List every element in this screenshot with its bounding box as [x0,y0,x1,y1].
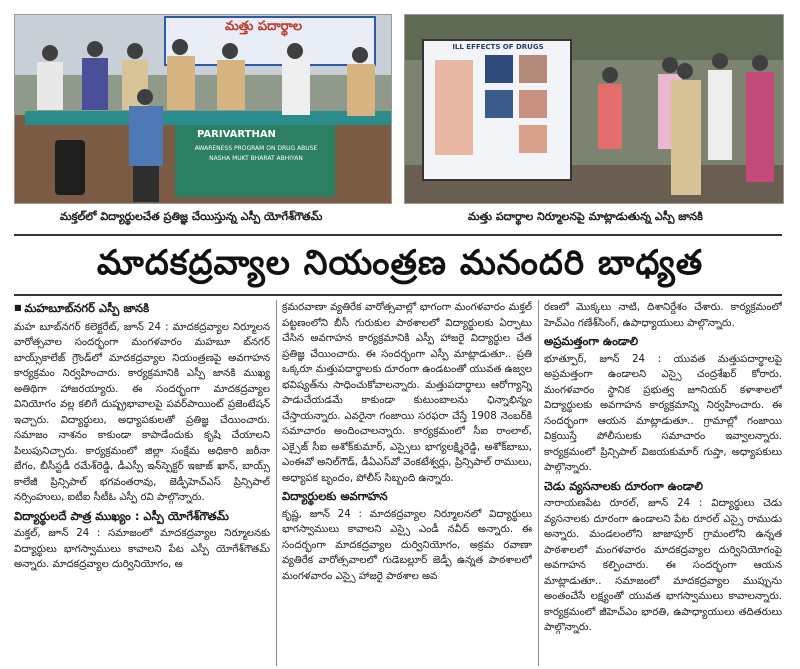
rule-top [14,234,782,236]
rule-bottom [14,294,782,296]
article-column-3 [544,300,782,666]
paragraph: రణలో మొక్కలు నాటి, దిశానిర్దేశం చేశారు. కార్యక్రమంలో హెచ్‌ఎం గణేశ్‌సింగ్, ఉపాధ్యాయులు పాల్గొన్నారు. [544,302,782,329]
banner-text: మత్తు పదార్థాల [225,19,303,34]
photo-caption-right: మత్తు పదార్థాల నిర్మూలనపై మాట్లాడుతున్న ఎస్పీ జానకి [468,210,703,223]
board-line-1: AWARENESS PROGRAM ON DRUG ABUSE [194,145,318,152]
subheading: విద్యార్థులదే పాత్ర ముఖ్యం : ఎస్పీ యోగేశ్‌గౌతమ్ [14,508,229,523]
paragraph: నారాయణపేట రూరల్, జూన్ 24 : విద్యార్థులు చెడు వ్యసనాలకు దూరంగా ఉండాలని పేట రూరల్ ఎస్సై రాముడు అన్నారు. మండలంలోని జాజాపూర్ గ్రామంలోని ఉన్నత పాఠశాలలో మంగళవారం మాదకద్రవ్యాల దుర్వినియోగంపై అవగాహన కల్పించారు. ఈ సందర్భంగా ఆయన మాట్లాడుతూ.. సమాజంలో మాదకద్రవ్యాల ముప్పును అంతంచేసే లక్ష్యంతో యువత భాగస్వాములు కావాలన్నారు. కార్యక్రమంలో జీహెచ్ఎం భారతి, ఉపాధ్యాయులు తదితరులు పాల్గొన్నారు. [544,498,782,633]
paragraph: క్రమరవాణా వ్యతిరేక వారోత్సవాల్లో భాగంగా మంగళవారం మక్తల్ పట్టణంలోని బీసీ గురుకుల పాఠశాలలో విద్యార్థులకు ఏర్పాటు చేసిన అవగాహన కార్యక్రమానికి ఎస్పీ హాజరై విద్యార్థుల చేత ప్రతిజ్ఞ చేయించారు. ఈ సందర్భంగా ఎస్పీ మాట్లాడుతూ.. ప్రతి ఒక్కరూ మత్తుపదార్థాలకు దూరంగా ఉండటంతో యువత ఉజ్వల భవిష్యత్‌ను సాధించుకోవాలన్నారు. మత్తుపదార్థాలు ఆరోగ్యాన్ని పాడుచేయడమే కాకుండా కుటుంబాలను ఛిన్నాభిన్నం చేస్తాయన్నారు. ఎవరైనా గంజాయి సరఫరా చేస్తే 1908 నెంబర్‌కి సమాచారం అందించాలన్నారు. కార్యక్రమంలో సీఐ రాంలాల్, ఎక్సైజ్ సీఐ అశోక్‌కుమార్, ఎస్సైలు భాగ్యలక్ష్మిరెడ్డి, అశోక్‌బాబు, ఎంఈవో అనిల్‌గౌడ్, డీఏఎస్‌వో వెంకటేశ్వర్లు, ప్రిన్సిపాల్ రాములు, అధ్యాపక బృందం, పోలీస్ సిబ్బంది ఉన్నారు. [282,302,532,484]
photo-sp-speaking [404,14,784,204]
article-column-1 [14,300,270,666]
headline: మాదకద్రవ్యాల నియంత్రణ మనందరి బాధ్యత [96,243,704,283]
board-title: PARIVARTHAN [197,129,276,140]
article-column-2 [282,300,532,666]
paragraph: మహ బూబ్‌నగర్ కలెక్టరేట్, జూన్ 24 : మాదకద్రవ్యాల నిర్మూలన వారోత్సవాల సందర్భంగా మంగళవారం మహబూ బ్‌నగర్ బాయ్స్‌కాలేజ్ గ్రౌండ్‌లో మాదకద్రవ్యాల నియంత్రణపై అవగాహన కార్యక్రమం నిర్వహించారు. కార్యక్రమానికి ఎస్పీ జానకి ముఖ్య అతిథిగా హాజరయ్యారు. ఈ సందర్భంగా మాదకద్రవ్యాల వినియోగం వల్ల కలిగే దుష్ప్రభావాలపై పవర్‌పాయింట్ ప్రజెంటేషన్ ఇచ్చారు. విద్యార్థులు, అధ్యాపకులతో ప్రతిజ్ఞ చేయించారు. సమాజం నాశనం కాకుండా కాపాడేందుకు కృషి చేయాలని పిలుపునిచ్చారు. కార్యక్రమంలో జిల్లా సంక్షేమ అధికారి జరీనా బేగం, బీసీస్టడీ రమేశ్‌రెడ్డి, డీఎస్పీ ఇన్‌స్పెక్టర్ ఇజాజ్ ఖాన్, బాయ్స్‌ కాలేజీ ప్రిన్సిపాల్ భగవంతరావు, జెడ్పీహెచ్ఎస్ ప్రిన్సిపాల్ నర్సింహులు, ఐటీఐ సీటీఓ ఎస్పీ రవి పాల్గొన్నారు. [14,321,270,503]
photo-caption-left: మక్తల్‌లో విద్యార్థులచేత ప్రతిజ్ఞ చేయిస్తున్న ఎస్పీ యోగేశ్‌గౌతమ్ [60,210,323,223]
screen-title: ILL EFFECTS OF DRUGS [452,43,544,51]
paragraph: భూత్పూర్, జూన్ 24 : యువత మత్తుపదార్థాలపై అప్రమత్తంగా ఉండాలని ఎస్సై చంద్రశేఖర్ కోరారు. మంగళవారం స్థానిక ప్రభుత్వ జూనియర్ కళాశాలలో విద్యార్థులకు అవగాహన కార్యక్రమాన్ని నిర్వహించారు. ఈ సందర్భంగా ఆయన మాట్లాడుతూ.. గ్రామాల్లో గంజాయి విక్రయిస్తే పోలీసులకు సమాచారం ఇవ్వాలన్నారు. కార్యక్రమంలో ప్రిన్సిపాల్ విజయకుమార్ గుప్తా, అధ్యాపకులు పాల్గొన్నారు. [544,353,782,473]
byline: ■ మహబూబ్‌నగర్ ఎస్పీ జానకి [14,300,270,317]
subheading: చెడు వ్యసనాలకు దూరంగా ఉండాలి [544,478,703,493]
paragraph: కృష్ణ, జూన్ 24 : మాదకద్రవ్యాల నిర్మూలనలో విద్యార్థులు భాగస్వాములు కావాలని ఎస్సై ఎండీ నవీద్ అన్నారు. ఈ సందర్భంగా మాదకద్రవ్యాల దుర్వినియోగం, అక్రమ రవాణా వ్యతిరేక వారోత్సవాలలో గుడెబల్లూర్ జెడ్పీ ఉన్నత పాఠశాలలో మంగళవారం ఎస్సై హాజరై పాఠశాల అవ [282,508,532,582]
subheading: విద్యార్థులకు అవగాహన [282,489,388,503]
paragraph: మక్తల్, జూన్ 24 : సమాజంలో మాదకద్రవ్యాల నిర్మూలనకు విద్యార్థులు భాగస్వాములు కావాలని పేట ఎస్పీ యోగేశ్‌గౌతమ్ అన్నారు. మాదకద్రవ్యాల దుర్వినియోగం, అ [14,528,270,570]
board-line-2: NASHA MUKT BHARAT ABHIYAN [209,155,303,162]
column-divider [538,300,539,666]
photo-students-pledge [14,14,392,204]
subheading: అప్రమత్తంగా ఉండాలి [544,334,639,348]
column-divider [276,300,277,666]
